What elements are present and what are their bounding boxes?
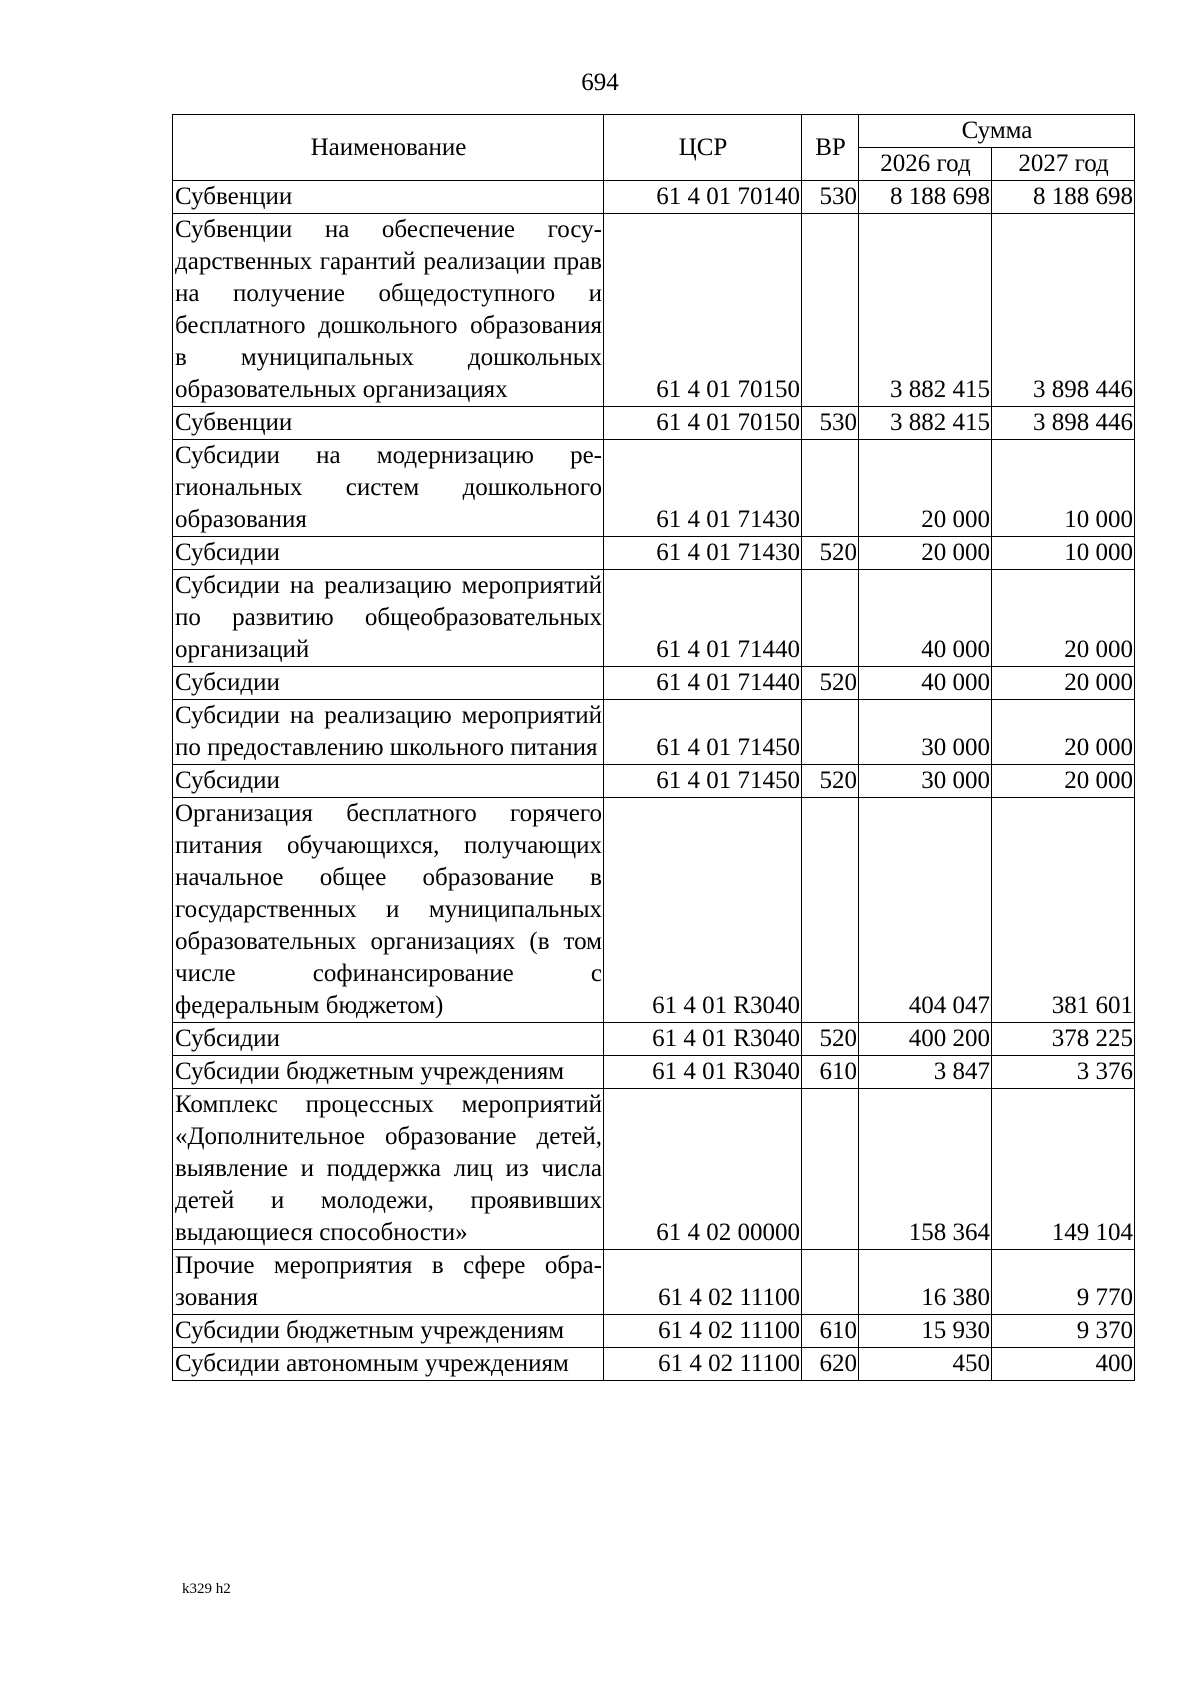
row-amount-2027-cell: 10 000 — [992, 537, 1135, 570]
row-amount-2026-cell: 40 000 — [859, 667, 992, 700]
table-row — [173, 440, 1135, 537]
row-vr-cell — [802, 798, 859, 1023]
row-amount-2027-cell: 9 370 — [992, 1315, 1135, 1348]
row-amount-2027-cell: 20 000 — [992, 765, 1135, 798]
row-vr-cell — [802, 440, 859, 537]
row-vr-cell — [802, 700, 859, 765]
row-amount-2027-cell: 20 000 — [992, 667, 1135, 700]
header-sum: Сумма — [859, 115, 1135, 148]
row-amount-2027-cell: 378 225 — [992, 1023, 1135, 1056]
table-row — [173, 1250, 1135, 1315]
row-csr-cell: 61 4 02 11100 — [604, 1348, 802, 1381]
row-csr-cell: 61 4 01 71430 — [604, 537, 802, 570]
row-csr-cell: 61 4 01 70150 — [604, 214, 802, 407]
row-vr-cell: 620 — [802, 1348, 859, 1381]
row-name-cell: Субвенции — [173, 407, 604, 440]
header-name: Наименование — [173, 115, 604, 181]
row-csr-cell: 61 4 02 11100 — [604, 1250, 802, 1315]
table-row — [173, 1348, 1135, 1381]
row-vr-cell — [802, 1089, 859, 1250]
row-amount-2026-cell: 40 000 — [859, 570, 992, 667]
row-name-cell: Субсидии автономным учреждениям — [173, 1348, 604, 1381]
row-name-cell: Субсидии — [173, 765, 604, 798]
row-csr-cell: 61 4 01 71440 — [604, 570, 802, 667]
row-csr-cell: 61 4 01 R3040 — [604, 798, 802, 1023]
row-amount-2026-cell: 20 000 — [859, 537, 992, 570]
row-amount-2027-cell: 9 770 — [992, 1250, 1135, 1315]
row-name-cell: Субсидии на реализацию мероприятий по предоставлению школьного питания — [173, 700, 604, 765]
row-csr-cell: 61 4 01 R3040 — [604, 1023, 802, 1056]
table-row — [173, 667, 1135, 700]
row-name-cell: Субвенции на обеспечение государственных гарантий реализации прав на получение общедоступного и бесплатного дошкольного образования в муниципальных дошкольных образовательных организациях — [173, 214, 604, 407]
row-vr-cell: 520 — [802, 765, 859, 798]
row-name-cell: Субсидии на реализацию мероприятий по развитию общеобразовательных организаций — [173, 570, 604, 667]
table-row — [173, 700, 1135, 765]
row-vr-cell: 530 — [802, 181, 859, 214]
header-row — [173, 115, 1135, 148]
row-name-cell: Субсидии бюджетным учреждениям — [173, 1315, 604, 1348]
table-row — [173, 1023, 1135, 1056]
table-row — [173, 798, 1135, 1023]
row-amount-2027-cell: 400 — [992, 1348, 1135, 1381]
table-row — [173, 1315, 1135, 1348]
row-csr-cell: 61 4 01 70150 — [604, 407, 802, 440]
row-vr-cell: 610 — [802, 1315, 859, 1348]
row-amount-2026-cell: 15 930 — [859, 1315, 992, 1348]
table-header — [173, 115, 1135, 181]
row-amount-2026-cell: 404 047 — [859, 798, 992, 1023]
row-name-cell: Комплекс процессных мероприятий «Дополнительное образование детей, выявление и поддержка лиц из числа детей и молодежи, проявивших выдающиеся способности» — [173, 1089, 604, 1250]
row-vr-cell: 520 — [802, 667, 859, 700]
header-vr: ВР — [802, 115, 859, 181]
row-vr-cell: 520 — [802, 537, 859, 570]
row-name-cell: Субсидии — [173, 537, 604, 570]
row-amount-2027-cell: 149 104 — [992, 1089, 1135, 1250]
row-amount-2027-cell: 20 000 — [992, 700, 1135, 765]
table-row — [173, 570, 1135, 667]
row-amount-2026-cell: 450 — [859, 1348, 992, 1381]
row-csr-cell: 61 4 01 71450 — [604, 700, 802, 765]
header-csr: ЦСР — [604, 115, 802, 181]
header-year-2026: 2026 год — [859, 148, 992, 181]
row-name-cell: Субсидии бюджетным учреждениям — [173, 1056, 604, 1089]
table-row — [173, 765, 1135, 798]
table-row — [173, 1089, 1135, 1250]
row-amount-2026-cell: 20 000 — [859, 440, 992, 537]
row-name-cell: Субвенции — [173, 181, 604, 214]
page-number: 694 — [581, 69, 619, 96]
row-amount-2027-cell: 20 000 — [992, 570, 1135, 667]
row-vr-cell — [802, 1250, 859, 1315]
row-vr-cell: 520 — [802, 1023, 859, 1056]
row-csr-cell: 61 4 02 00000 — [604, 1089, 802, 1250]
header-year-2027: 2027 год — [992, 148, 1135, 181]
row-csr-cell: 61 4 02 11100 — [604, 1315, 802, 1348]
row-csr-cell: 61 4 01 70140 — [604, 181, 802, 214]
table-body — [173, 181, 1135, 1381]
row-amount-2026-cell: 30 000 — [859, 765, 992, 798]
table-row — [173, 181, 1135, 214]
row-amount-2027-cell: 3 898 446 — [992, 214, 1135, 407]
row-vr-cell: 610 — [802, 1056, 859, 1089]
table-row — [173, 214, 1135, 407]
row-vr-cell — [802, 570, 859, 667]
row-csr-cell: 61 4 01 R3040 — [604, 1056, 802, 1089]
row-amount-2026-cell: 30 000 — [859, 700, 992, 765]
row-amount-2027-cell: 381 601 — [992, 798, 1135, 1023]
row-vr-cell — [802, 214, 859, 407]
row-amount-2026-cell: 16 380 — [859, 1250, 992, 1315]
row-csr-cell: 61 4 01 71450 — [604, 765, 802, 798]
row-amount-2026-cell: 3 882 415 — [859, 214, 992, 407]
table-row — [173, 537, 1135, 570]
row-amount-2026-cell: 8 188 698 — [859, 181, 992, 214]
row-amount-2026-cell: 158 364 — [859, 1089, 992, 1250]
row-amount-2026-cell: 400 200 — [859, 1023, 992, 1056]
footer-code: k329 h2 — [182, 1581, 231, 1597]
budget-table — [172, 114, 1135, 1381]
row-vr-cell: 530 — [802, 407, 859, 440]
row-amount-2026-cell: 3 847 — [859, 1056, 992, 1089]
table-row — [173, 407, 1135, 440]
row-amount-2027-cell: 8 188 698 — [992, 181, 1135, 214]
row-name-cell: Субсидии на модернизацию региональных систем дошкольного образования — [173, 440, 604, 537]
row-name-cell: Прочие мероприятия в сфере образования — [173, 1250, 604, 1315]
row-csr-cell: 61 4 01 71440 — [604, 667, 802, 700]
row-csr-cell: 61 4 01 71430 — [604, 440, 802, 537]
row-amount-2027-cell: 3 898 446 — [992, 407, 1135, 440]
row-name-cell: Субсидии — [173, 667, 604, 700]
row-name-cell: Субсидии — [173, 1023, 604, 1056]
row-amount-2027-cell: 3 376 — [992, 1056, 1135, 1089]
row-amount-2027-cell: 10 000 — [992, 440, 1135, 537]
table-row — [173, 1056, 1135, 1089]
row-name-cell: Организация бесплатного горячего питания обучающихся, получающих начальное общее образование в государственных и муниципальных образовательных организациях (в том числе софинансирование с федеральным бюджетом) — [173, 798, 604, 1023]
row-amount-2026-cell: 3 882 415 — [859, 407, 992, 440]
